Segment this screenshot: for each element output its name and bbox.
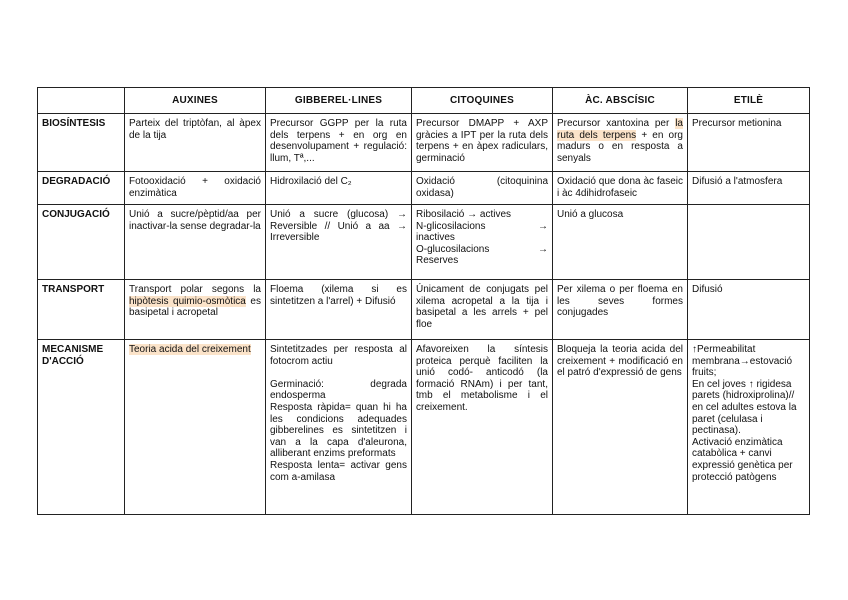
paragraph: ↑Permeabilitat membrana→estovació fruits; [692, 344, 793, 379]
row-label-conjugacio: CONJUGACIÓ [38, 205, 125, 280]
header-abscisic: ÀC. ABSCÍSIC [553, 88, 688, 114]
text-line: Ribosilació → actives [416, 209, 512, 220]
highlighted-text: hipòtesis quimio-osmòtica [129, 295, 246, 307]
cell-conjugacio-citoquines [412, 205, 553, 280]
text-segment: Transport polar segons la [129, 284, 261, 295]
cell-degradacio-citoquines: Oxidació (citoquinina oxidasa) [412, 172, 553, 205]
text-segment: + en org madurs o en resposta a senyals [557, 129, 683, 164]
paragraph: Resposta lenta= activar gens com a-amilasa [270, 459, 407, 483]
cell-conjugacio-gibberellines: Unió a sucre (glucosa) → Reversible // Unió a aa → Irreversible [266, 205, 412, 280]
paragraph: Resposta ràpida= quan hi ha les condicions adequades gibberelines es sintetitzen i van a la capa d'aleurona, alliberant enzims preformats [270, 401, 407, 460]
hormone-comparison-table [37, 87, 810, 515]
cell-mecanisme-auxines [125, 340, 266, 515]
text-line [416, 221, 548, 233]
cell-mecanisme-etile [688, 340, 810, 515]
text-segment: Precursor xantoxina per [557, 118, 676, 129]
cell-transport-gibberellines: Floema (xilema si es sintetitzen a l'arrel) + Difusió [266, 280, 412, 340]
row-label-degradacio: DEGRADACIÓ [38, 172, 125, 205]
cell-mecanisme-gibberellines [266, 340, 412, 515]
cell-biosintesis-abscisic [553, 114, 688, 172]
header-gibberellines: GIBBEREL·LINES [266, 88, 412, 114]
paragraph: Germinació: degrada endosperma [270, 378, 407, 402]
cell-biosintesis-gibberellines: Precursor GGPP per la ruta dels terpens + en org en desenvolupament + regulació: llum, Tª,... [266, 114, 412, 172]
cell-biosintesis-auxines: Parteix del triptòfan, al àpex de la tija [125, 114, 266, 172]
header-etile: ETILÈ [688, 88, 810, 114]
header-corner [38, 88, 125, 114]
cell-mecanisme-citoquines: Afavoreixen la síntesis proteica perquè faciliten la unió codó- anticodó (la formació RNAm) i per tant, tmb el metabolisme i el creixement. [412, 340, 553, 515]
text-line: inactives [416, 232, 455, 244]
cell-degradacio-abscisic: Oxidació que dona àc faseic i àc 4dihidrofaseic [553, 172, 688, 205]
text-line: Reserves [416, 255, 459, 267]
row-label-mecanisme: MECANISME D'ACCIÓ [38, 340, 125, 515]
text-segment: N-glicosilacions [416, 220, 486, 232]
table-row [38, 172, 810, 205]
text-line [416, 244, 548, 256]
spacer [270, 367, 407, 379]
paragraph: Activació enzimàtica catabòlica + canvi expressió genètica per protecció patògens [692, 436, 793, 483]
table-header-row [38, 88, 810, 114]
row-label-transport: TRANSPORT [38, 280, 125, 340]
cell-conjugacio-etile [688, 205, 810, 280]
cell-degradacio-auxines: Fotooxidació + oxidació enzimàtica [125, 172, 266, 205]
header-citoquines: CITOQUINES [412, 88, 553, 114]
table-row [38, 340, 810, 515]
text-segment: O-glucosilacions [416, 243, 490, 255]
arrow-segment: → [538, 243, 548, 255]
cell-transport-abscisic: Per xilema o per floema en les seves formes conjugades [553, 280, 688, 340]
table-row [38, 205, 810, 280]
paragraph: Sintetitzades per resposta al fotocrom actiu [270, 344, 407, 367]
cell-biosintesis-etile: Precursor metionina [688, 114, 810, 172]
text-segment: es basipetal i acropetal [129, 295, 261, 319]
cell-conjugacio-auxines: Unió a sucre/pèptid/aa per inactivar-la sense degradar-la [125, 205, 266, 280]
cell-transport-citoquines: Únicament de conjugats pel xilema acropetal a la tija i basipetal a les arrels + pel floe [412, 280, 553, 340]
paragraph: En cel joves ↑ rigidesa parets (hidroxiprolina)// en cel adultes estova la paret (celulasa i pectinasa). [692, 378, 797, 437]
highlighted-text: la ruta dels terpens [557, 118, 683, 141]
cell-conjugacio-abscisic: Unió a glucosa [553, 205, 688, 280]
cell-degradacio-gibberellines: Hidroxilació del C₂ [266, 172, 412, 205]
table-row [38, 280, 810, 340]
arrow-segment: → [538, 220, 548, 232]
cell-transport-etile: Difusió [688, 280, 810, 340]
cell-mecanisme-abscisic: Bloqueja la teoria acida del creixement + modificació en el patró d'expressió de gens [553, 340, 688, 515]
highlighted-text: Teoria acida del creixement [129, 344, 251, 355]
header-auxines: AUXINES [125, 88, 266, 114]
cell-biosintesis-citoquines: Precursor DMAPP + AXP gràcies a IPT per la ruta dels terpens + en àpex radiculars, germinació [412, 114, 553, 172]
cell-transport-auxines [125, 280, 266, 340]
table-row [38, 114, 810, 172]
cell-degradacio-etile: Difusió a l'atmosfera [688, 172, 810, 205]
row-label-biosintesis: BIOSÍNTESIS [38, 114, 125, 172]
